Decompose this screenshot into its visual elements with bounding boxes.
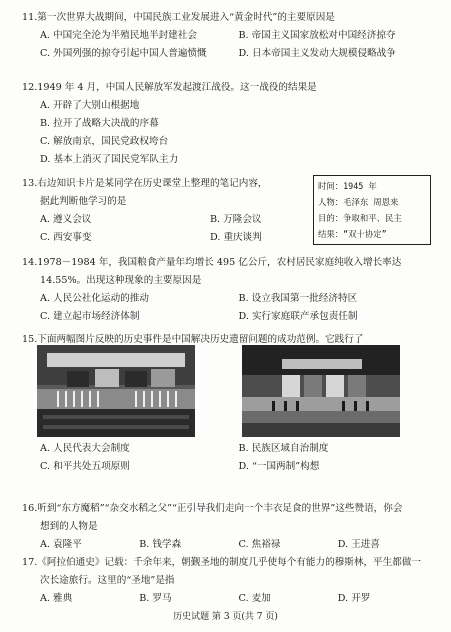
question-stem: 15.下面两幅图片反映的历史事件是中国解决历史遗留问题的成功范例。它践行了 bbox=[22, 334, 364, 345]
option-d: D. 王进喜 bbox=[337, 538, 380, 550]
question-17 bbox=[22, 557, 437, 605]
question-15-options bbox=[22, 443, 437, 473]
option-c: C. 外国列强的掠夺引起中国人普遍愤慨 bbox=[40, 47, 207, 59]
card-line-time: 时间：1945 年 bbox=[318, 181, 377, 191]
card-line-people: 人物：毛泽东 周恩来 bbox=[318, 197, 399, 207]
option-d: D. 重庆谈判 bbox=[210, 231, 262, 243]
question-stem: 17.《阿拉伯通史》记载：千余年来，朝觐圣地的制度几乎使每个有能力的穆斯林，平生都做一 bbox=[22, 557, 422, 568]
option-c: C. 和平共处五项原则 bbox=[40, 460, 130, 472]
option-d: D. 开罗 bbox=[337, 592, 371, 604]
question-stem-continued: 据此判断他学习的是 bbox=[40, 195, 127, 207]
option-c: C. 解放南京，国民党政权垮台 bbox=[40, 135, 169, 147]
question-12 bbox=[22, 82, 437, 166]
option-a: A. 遵义会议 bbox=[40, 213, 92, 225]
option-b: B. 钱学森 bbox=[139, 538, 182, 550]
option-a: A. 人民公社化运动的推动 bbox=[40, 292, 149, 304]
option-c: C. 焦裕禄 bbox=[238, 538, 281, 550]
option-d: D. 实行家庭联产承包责任制 bbox=[238, 310, 358, 322]
handover-ceremony-photo-left bbox=[37, 345, 195, 437]
option-a: A. 中国完全沦为半殖民地半封建社会 bbox=[40, 29, 197, 41]
handover-ceremony-photo-right bbox=[242, 345, 400, 437]
option-a: A. 袁隆平 bbox=[40, 538, 82, 550]
option-b: B. 拉开了战略大决战的序幕 bbox=[40, 117, 159, 129]
option-b: B. 万隆会议 bbox=[210, 213, 262, 225]
option-c: C. 建立起市场经济体制 bbox=[40, 310, 140, 322]
question-stem: 13.右边知识卡片是某同学在历史课堂上整理的笔记内容， bbox=[22, 178, 268, 189]
card-line-purpose: 目的：争取和平、民主 bbox=[318, 213, 402, 223]
option-a: A. 人民代表大会制度 bbox=[40, 443, 130, 454]
card-line-result: 结果：“双十协定” bbox=[318, 229, 387, 239]
option-b: B. 民族区域自治制度 bbox=[238, 443, 329, 454]
question-stem-continued: 14.55%。出现这种现象的主要原因是 bbox=[40, 274, 202, 286]
question-16 bbox=[22, 503, 437, 551]
option-a: A. 雅典 bbox=[40, 592, 73, 604]
option-d: D. 基本上消灭了国民党军队主力 bbox=[40, 153, 179, 165]
option-c: C. 麦加 bbox=[238, 592, 271, 604]
question-11 bbox=[22, 12, 437, 60]
option-b: B. 罗马 bbox=[139, 592, 172, 604]
option-a: A. 开辟了大别山根据地 bbox=[40, 99, 140, 111]
question-stem: 14.1978－1984 年，我国粮食产量年均增长 495 亿公斤，农村居民家庭纯收入增长率达 bbox=[22, 257, 402, 268]
question-14 bbox=[22, 257, 437, 323]
knowledge-card bbox=[313, 175, 431, 245]
question-stem: 16.听到“东方魔稻”“杂交水稻之父”“正引导我们走向一个丰衣足食的世界”这些赞语，你会 bbox=[22, 503, 403, 514]
question-stem-continued: 想到的人物是 bbox=[40, 520, 98, 532]
question-stem-continued: 次长途旅行。这里的“圣地”是指 bbox=[40, 574, 175, 586]
option-d: D. 日本帝国主义发动大规模侵略战争 bbox=[238, 47, 396, 59]
option-c: C. 西安事变 bbox=[40, 231, 92, 243]
question-stem: 12.1949 年 4 月，中国人民解放军发起渡江战役。这一战役的结果是 bbox=[22, 82, 317, 93]
page-footer: 历史试题 第 3 页(共 7 页) bbox=[173, 612, 278, 622]
option-d: D. “一国两制”构想 bbox=[238, 460, 320, 472]
question-stem: 11.第一次世界大战期间，中国民族工业发展进入“黄金时代”的主要原因是 bbox=[22, 12, 335, 23]
option-b: B. 设立我国第一批经济特区 bbox=[238, 292, 358, 304]
option-b: B. 帝国主义国家放松对中国经济掠夺 bbox=[238, 29, 396, 41]
